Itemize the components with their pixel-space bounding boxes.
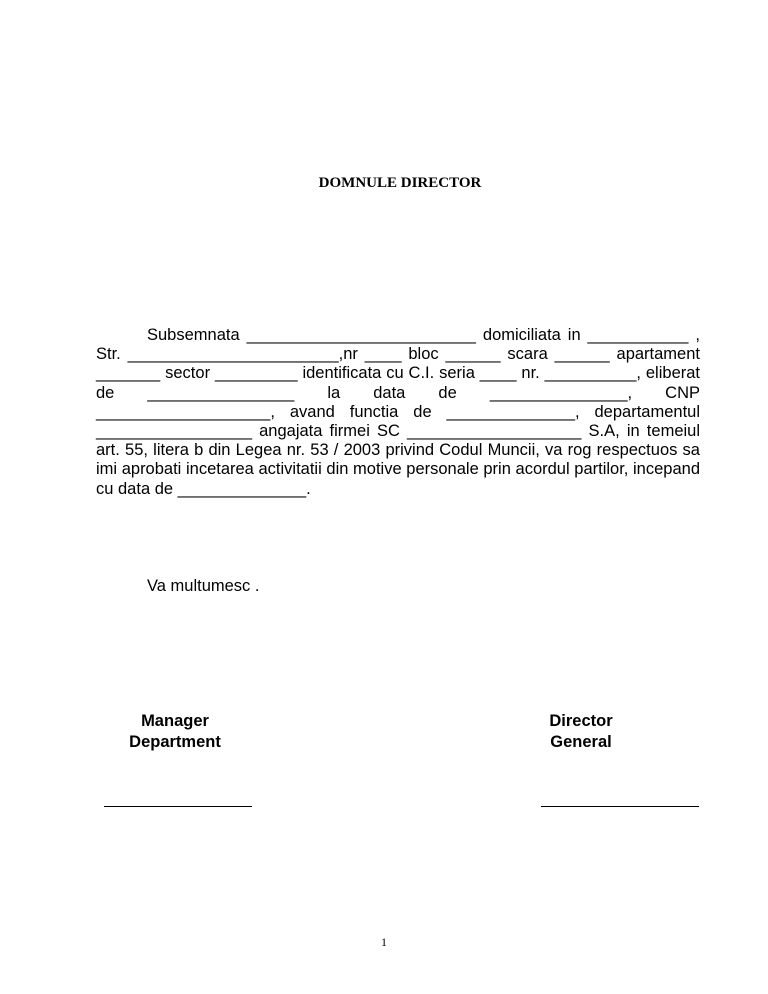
signature-block-manager: [120, 711, 230, 753]
closing-text: Va multumesc .: [147, 577, 260, 595]
signature-block-director: [530, 711, 632, 753]
signature-label-line2: General: [550, 733, 612, 751]
signature-label-line1: Manager: [141, 712, 209, 730]
document-title: DOMNULE DIRECTOR: [318, 175, 482, 191]
signature-line-director: [541, 806, 699, 807]
page-number: 1: [381, 935, 387, 949]
signature-label-line1: Director: [549, 712, 613, 730]
request-body: Subsemnata _________________________ domiciliata in ___________ , Str. _______________________,nr ____ bloc ______ scara ______ apartament _______ sector _________ identificata cu C.I. seria ____ nr. __________, eliberat de ________________ la data de _______________, CNP ___________________, avand functia de ______________, departamentul _________________ angajata firmei SC ___________________ S.A, in temeiul art. 55, litera b din Legea nr. 53 / 2003 privind Codul Muncii, va rog respectuos sa imi aprobati incetarea activitatii din motive personale prin acordul partilor, incepand cu data de ______________.: [96, 326, 700, 498]
signature-line-manager: [104, 806, 252, 807]
signature-label-line2: Department: [129, 733, 221, 751]
